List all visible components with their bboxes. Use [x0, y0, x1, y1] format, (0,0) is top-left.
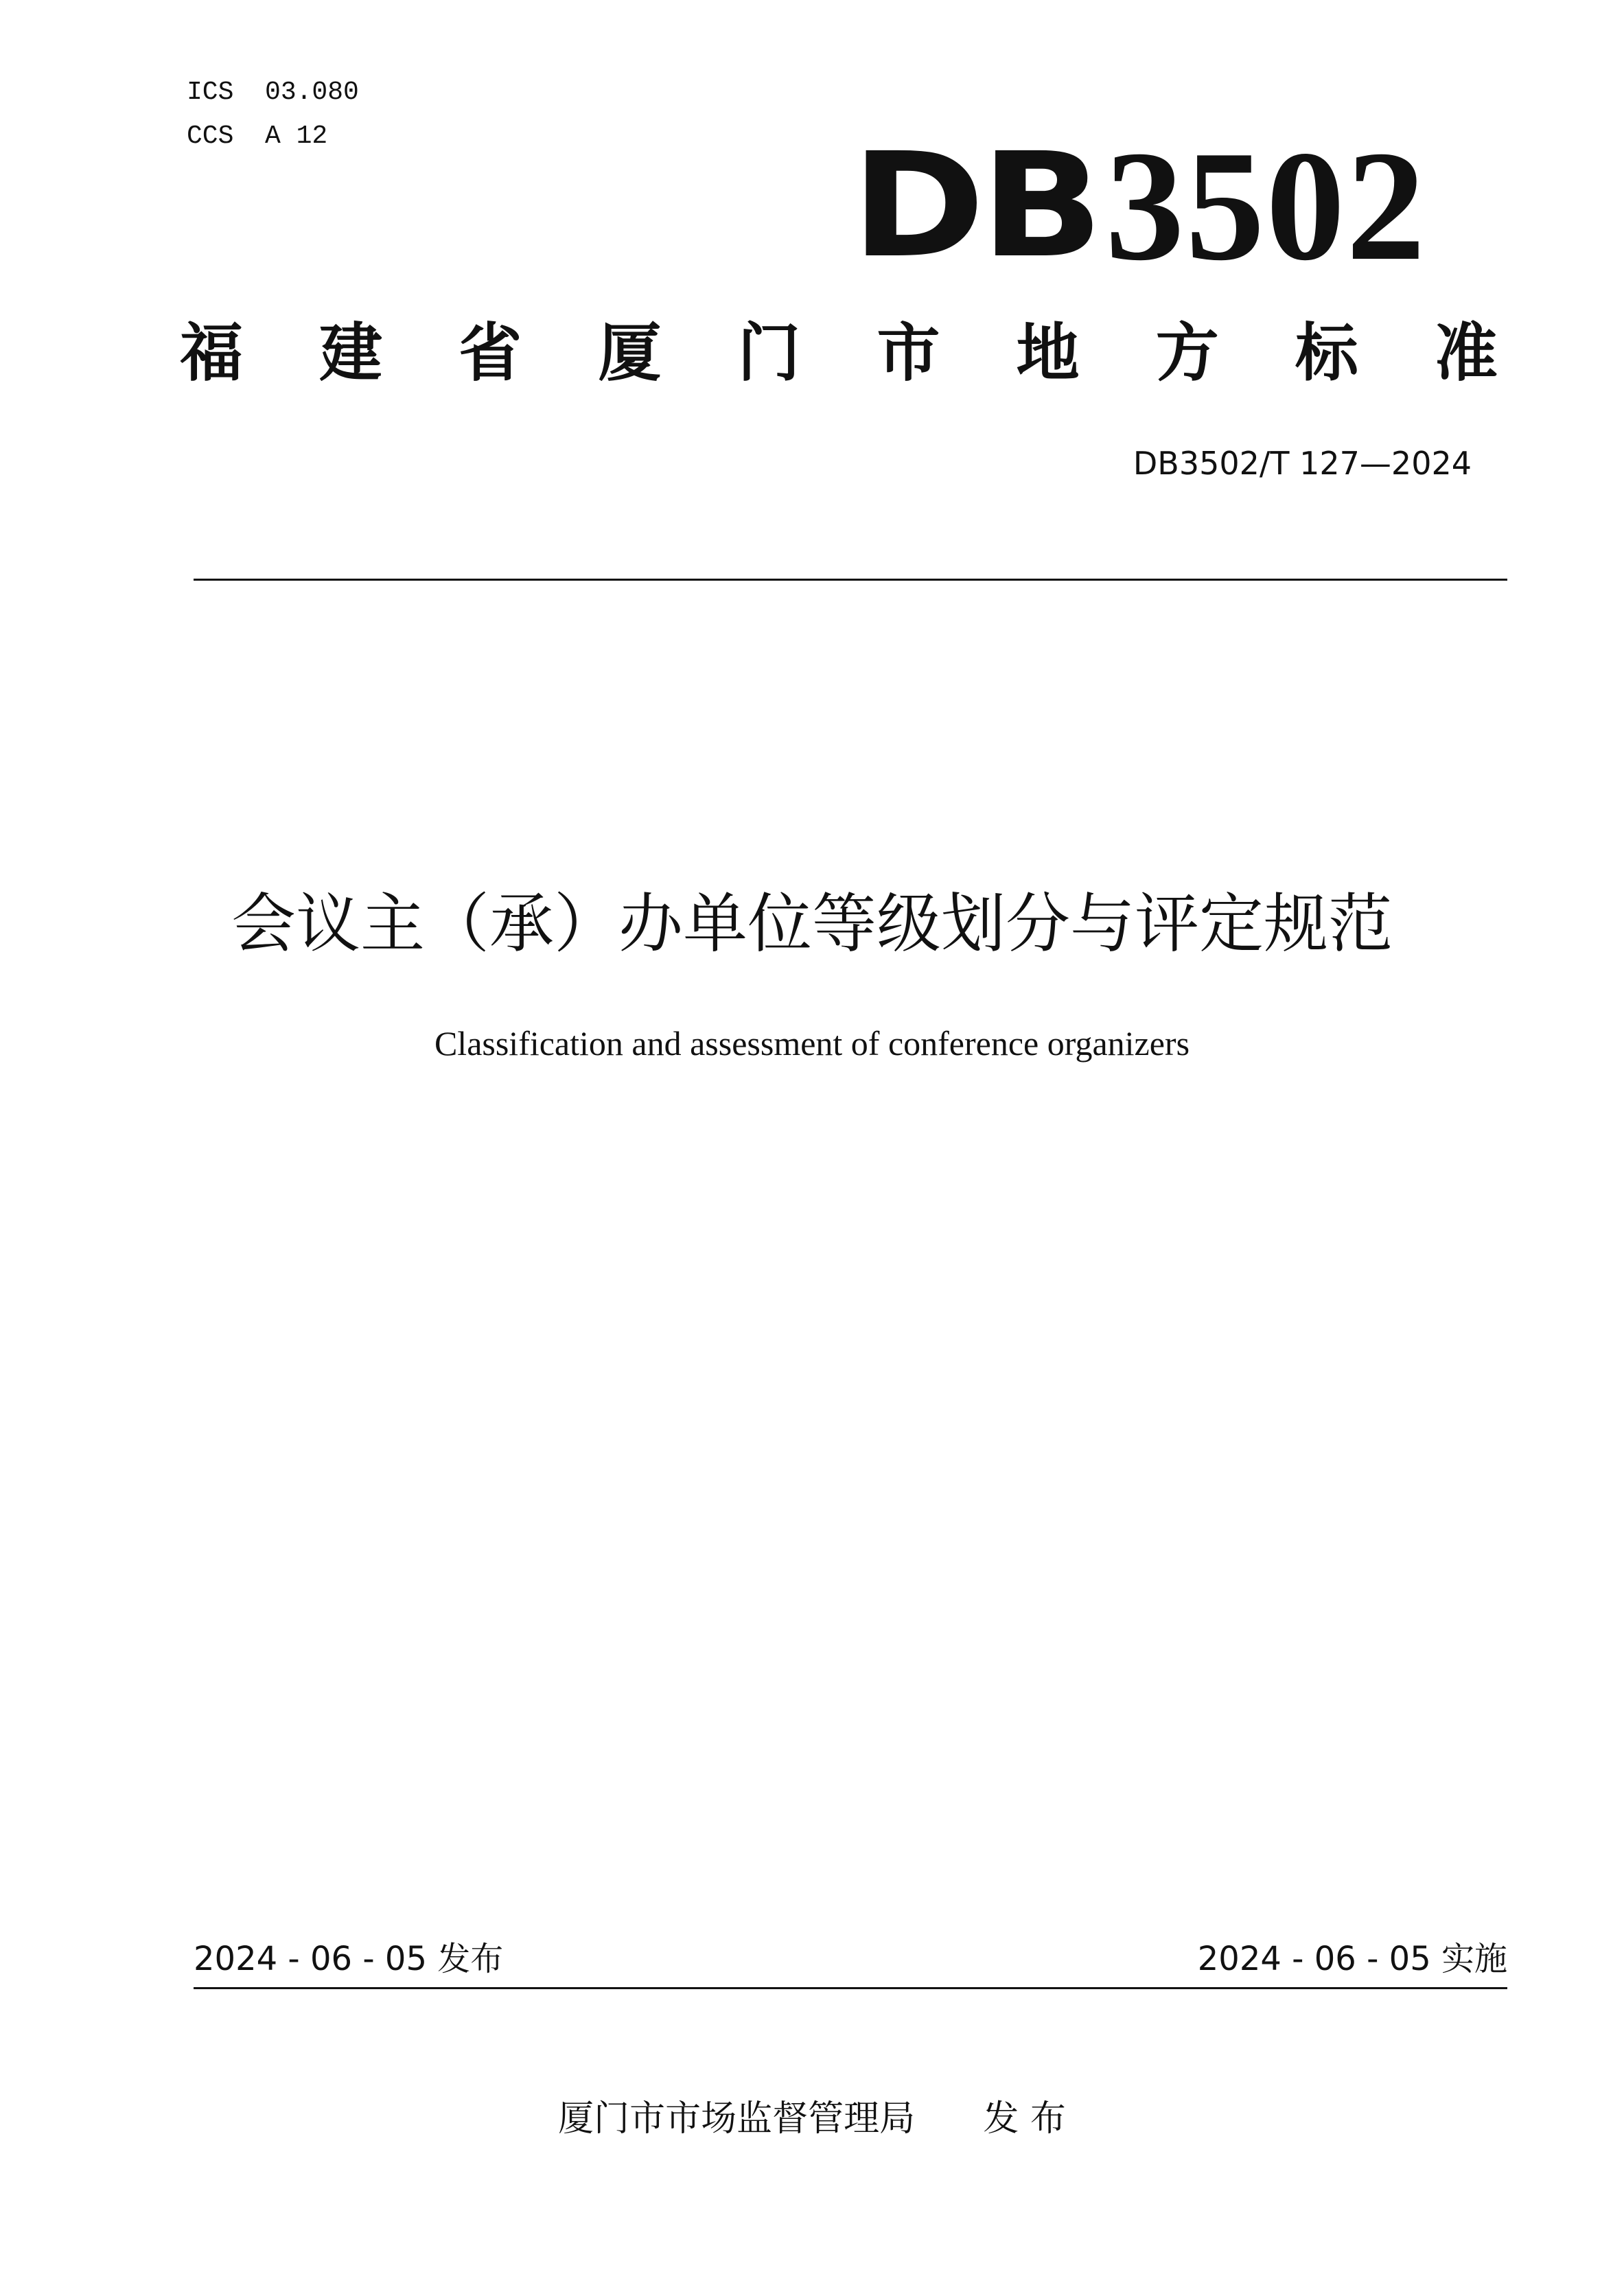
category-char: 建 — [319, 316, 383, 390]
category-char: 市 — [877, 316, 940, 390]
implementation-date: 2024 - 06 - 05 实施 — [1197, 1940, 1507, 1978]
category-char: 厦 — [598, 316, 662, 390]
publisher-action: 发 布 — [983, 2098, 1066, 2140]
top-divider — [194, 579, 1507, 581]
standard-number: DB3502/T 127—2024 — [1133, 445, 1472, 482]
issue-date: 2024 - 06 - 05 发布 — [194, 1940, 504, 1978]
logo-code: 3502 — [1105, 118, 1427, 293]
category-char: 省 — [459, 316, 522, 390]
bottom-divider — [194, 1987, 1507, 1989]
ics-code: ICS 03.080 — [187, 78, 359, 107]
title-english: Classification and assessment of conference organizers — [434, 1024, 1190, 1063]
publisher-line — [0, 2095, 1624, 2143]
category-char: 标 — [1295, 316, 1358, 390]
category-char: 门 — [737, 316, 801, 390]
title-chinese: 会议主（承）办单位等级划分与评定规范 — [231, 887, 1393, 962]
logo-prefix: DB — [851, 121, 1100, 290]
category-char: 准 — [1434, 316, 1498, 390]
category-char: 方 — [1155, 316, 1219, 390]
publisher-name: 厦门市市场监督管理局 — [558, 2098, 916, 2140]
standard-logo — [851, 118, 1427, 293]
standard-category — [180, 309, 1498, 398]
category-char: 地 — [1016, 316, 1080, 390]
ccs-code: CCS A 12 — [187, 121, 328, 151]
category-char: 福 — [180, 316, 244, 390]
